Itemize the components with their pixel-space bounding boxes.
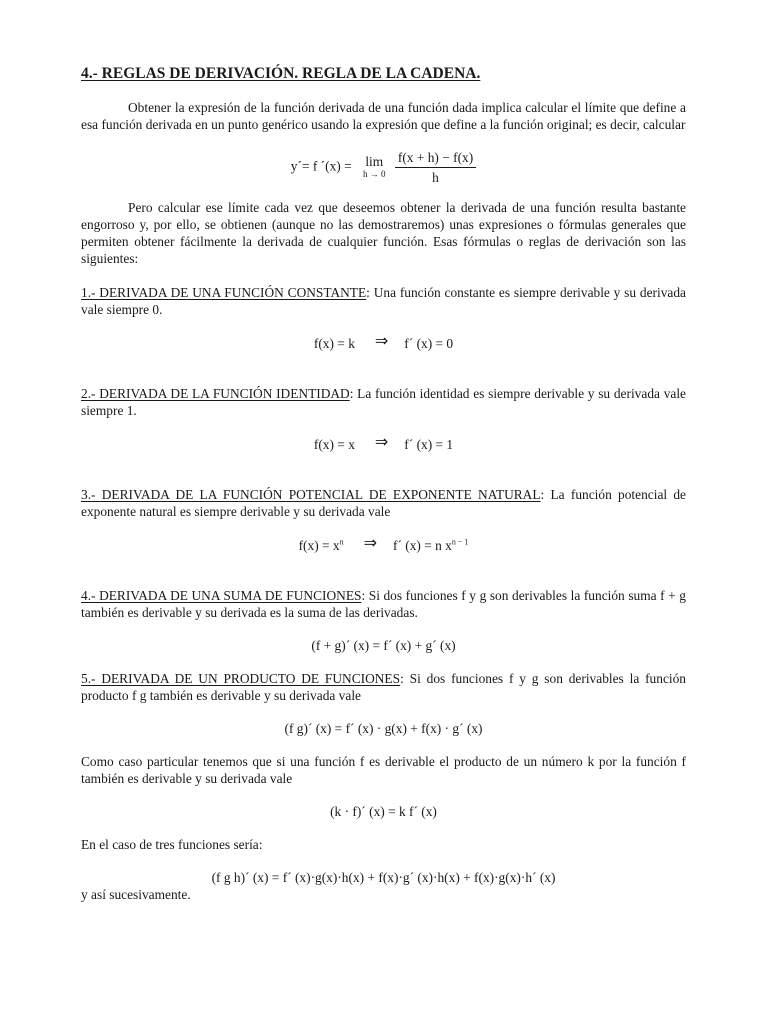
closing-text: y así sucesivamente. bbox=[81, 887, 191, 902]
implies-arrow-icon: ⇒ bbox=[374, 432, 389, 451]
rule-5-paragraph bbox=[81, 670, 686, 704]
fraction-denominator: h bbox=[432, 170, 439, 185]
fraction-numerator: f(x + h) − f(x) bbox=[395, 149, 476, 168]
rule-2-paragraph bbox=[81, 385, 686, 419]
rule-1-formula bbox=[81, 331, 686, 352]
implies-arrow-icon: ⇒ bbox=[363, 533, 378, 552]
difference-quotient bbox=[395, 149, 476, 186]
definition-lhs: y´= f ´(x) = bbox=[290, 158, 352, 174]
rule-3-paragraph bbox=[81, 486, 686, 520]
rule-4-paragraph bbox=[81, 587, 686, 621]
rule-1-text: : Una función constante es siempre derivable y su derivada vale siempre 0. bbox=[81, 285, 686, 317]
limit-label: lim bbox=[365, 153, 384, 169]
document-page bbox=[81, 64, 686, 903]
three-functions-paragraph: En el caso de tres funciones sería: bbox=[81, 837, 263, 852]
rule-3-rhs: f´ (x) = n x bbox=[393, 538, 452, 553]
section-title: 4.- REGLAS DE DERIVACIÓN. REGLA DE LA CADENA. bbox=[81, 65, 481, 82]
rule-2-text: : La función identidad es siempre derivable y su derivada vale siempre 1. bbox=[81, 386, 686, 418]
special-case-paragraph: Como caso particular tenemos que si una función f es derivable el producto de un número k por la función f también es derivable y su derivada vale bbox=[81, 754, 686, 786]
rule-3-rhs-exponent: n − 1 bbox=[451, 537, 469, 547]
rule-4-text: : Si dos funciones f y g son derivables la función suma f + g también es derivable y su derivada es la suma de las derivadas. bbox=[81, 588, 686, 620]
rule-1-rhs: f´ (x) = 0 bbox=[404, 336, 454, 351]
rule-5-heading: 5.- DERIVADA DE UN PRODUCTO DE FUNCIONES bbox=[81, 671, 401, 686]
rule-1-heading: 1.- DERIVADA DE UNA FUNCIÓN CONSTANTE bbox=[81, 285, 367, 300]
rule-3-heading: 3.- DERIVADA DE LA FUNCIÓN POTENCIAL DE EXPONENTE NATURAL bbox=[81, 487, 541, 502]
special-case-formula: (k · f)´ (x) = k f´ (x) bbox=[330, 804, 437, 819]
rule-2-heading: 2.- DERIVADA DE LA FUNCIÓN IDENTIDAD bbox=[81, 386, 350, 401]
intro2-paragraph: Pero calcular ese límite cada vez que deseemos obtener la derivada de una función resulta bastante engorroso y, por ello, se obtienen (aunque no las demostraremos) unas expresiones o fórmulas generales que permiten obtener fácilmente la derivada de cualquier función. Esas fórmulas o reglas de derivación son las siguientes: bbox=[81, 200, 686, 266]
rule-2-lhs: f(x) = x bbox=[313, 437, 355, 452]
rule-3-lhs: f(x) = x bbox=[298, 538, 340, 553]
rule-3-text: : La función potencial de exponente natural es siempre derivable y su derivada vale bbox=[81, 487, 686, 519]
limit-operator bbox=[363, 153, 386, 180]
rule-2-formula bbox=[81, 432, 686, 453]
implies-arrow-icon: ⇒ bbox=[374, 331, 389, 350]
rule-5-text: : Si dos funciones f y g son derivables la función producto f g también es derivable y su derivada vale bbox=[81, 671, 686, 703]
three-functions-formula: (f g h)´ (x) = f´ (x)·g(x)·h(x) + f(x)·g´ (x)·h(x) + f(x)·g(x)·h´ (x) bbox=[211, 870, 556, 885]
rule-4-heading: 4.- DERIVADA DE UNA SUMA DE FUNCIONES bbox=[81, 588, 362, 603]
derivative-definition bbox=[81, 149, 686, 189]
rule-2-rhs: f´ (x) = 1 bbox=[404, 437, 454, 452]
rule-3-lhs-exponent: n bbox=[339, 537, 344, 547]
rule-3-formula bbox=[81, 533, 686, 554]
rule-1-lhs: f(x) = k bbox=[313, 336, 355, 351]
rule-5-formula: (f g)´ (x) = f´ (x) · g(x) + f(x) · g´ (x) bbox=[284, 721, 483, 736]
rule-1-paragraph bbox=[81, 284, 686, 318]
limit-subscript: h → 0 bbox=[363, 168, 386, 179]
rule-4-formula: (f + g)´ (x) = f´ (x) + g´ (x) bbox=[311, 638, 456, 653]
intro-paragraph: Obtener la expresión de la función derivada de una función dada implica calcular el límite que define a esa función derivada en un punto genérico usando la expresión que define a la función original; es decir, calcular bbox=[81, 100, 686, 132]
